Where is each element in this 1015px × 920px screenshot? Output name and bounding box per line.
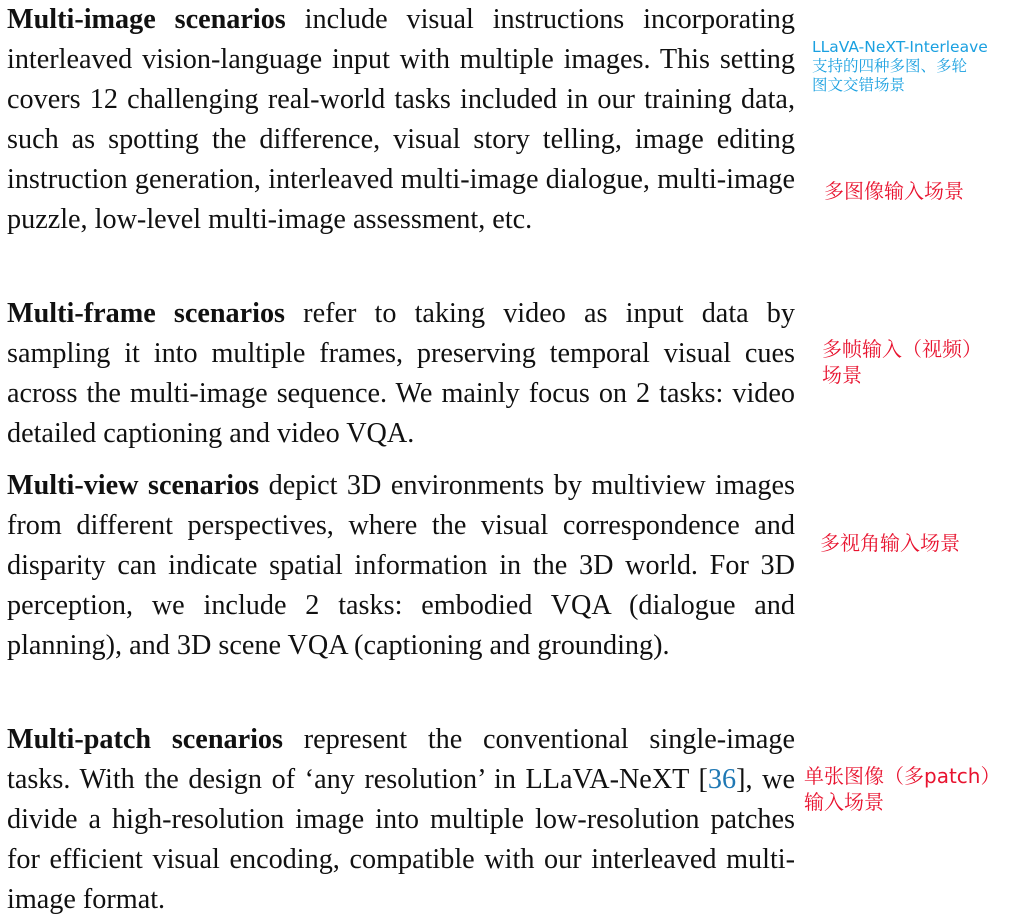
paragraph-heading: Multi-view scenarios [7,470,260,501]
paragraph-body: represent the conventional single-image tasks. With the design of ‘any resolution’ in LLaVA-NeXT [ [7,724,795,795]
paragraph-multi-view [7,466,795,666]
paragraph-body-continued: ], we divide a high-resolution image into multiple low-resolution patches for efficient visual encoding, compatible with our interleaved multi-image format. [7,764,795,915]
annotation-multi-frame: 多帧输入（视频） 场景 [822,337,982,387]
paragraph-body: refer to taking video as input data by sampling it into multiple frames, preserving temporal visual cues across the multi-image sequence. We mainly focus on 2 tasks: video detailed captioning and video VQA. [7,298,795,449]
paragraph-heading: Multi-image scenarios [7,4,286,35]
annotation-multi-patch: 单张图像（多patch） 输入场景 [804,764,1001,814]
annotation-multi-view: 多视角输入场景 [820,531,960,555]
paragraph-heading: Multi-patch scenarios [7,724,283,755]
annotation-multi-image: 多图像输入场景 [824,179,964,203]
paragraph-multi-frame [7,294,795,454]
paragraph-body: include visual instructions incorporating interleaved vision-language input with multiple images. This setting covers 12 challenging real-world tasks included in our training data, such as spotting the difference, visual story telling, image editing instruction generation, interleaved multi-image dialogue, multi-image puzzle, low-level multi-image assessment, etc. [7,4,795,235]
citation-link[interactable]: 36 [707,764,737,795]
annotation-overview: LLaVA-NeXT-Interleave 支持的四种多图、多轮 图文交错场景 [812,38,988,94]
paragraph-multi-image [7,0,795,240]
paragraph-body: depict 3D environments by multiview images from different perspectives, where the visual correspondence and disparity can indicate spatial information in the 3D world. For 3D perception, we include 2 tasks: embodied VQA (dialogue and planning), and 3D scene VQA (captioning and grounding). [7,470,795,661]
paragraph-multi-patch [7,720,795,920]
paragraph-heading: Multi-frame scenarios [7,298,286,329]
